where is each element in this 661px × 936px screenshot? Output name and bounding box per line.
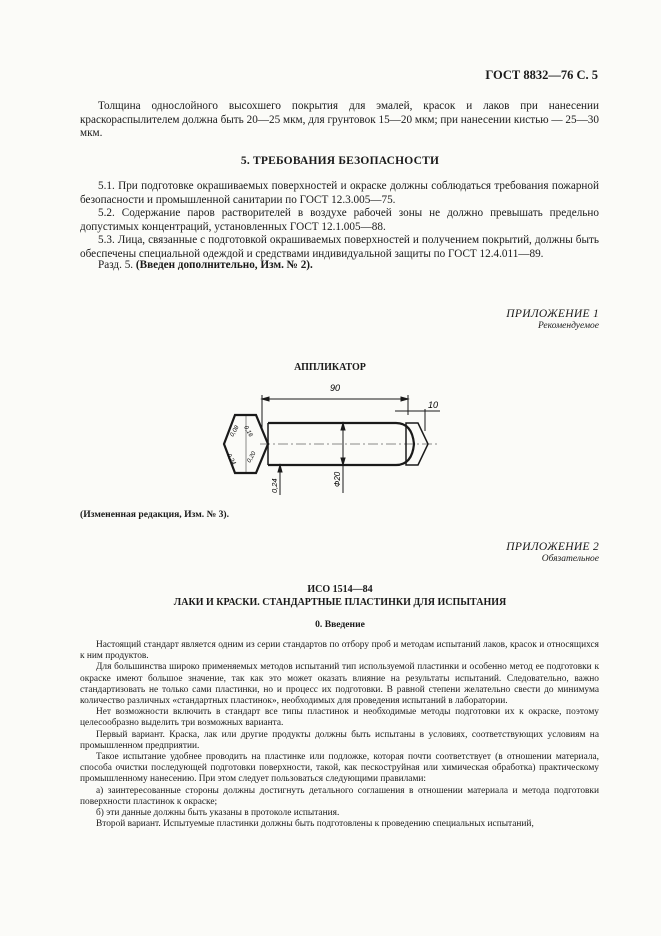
face-label-4: 0,20 [246, 450, 258, 464]
iso-paragraph-4: Первый вариант. Краска, лак или другие продукты должны быть испытаны в условиях, соответствующих условиям на промышленном предприятии. [80, 729, 599, 751]
iso-paragraph-6: Второй вариант. Испытуемые пластинки должны быть подготовлены к проведению специальных испытаний, [96, 819, 534, 830]
page-header-code: ГОСТ 8832—76 С. 5 [485, 68, 598, 82]
appendix-2-subtitle: Обязательное [541, 554, 599, 564]
iso-body [80, 640, 599, 830]
dim-length-label: 90 [329, 383, 341, 393]
figure-title: АППЛИКАТОР [294, 362, 366, 373]
face-label-3: 0,24 [225, 453, 237, 467]
figure-caption: (Измененная редакция, Изм. № 3). [80, 509, 230, 520]
appendix-1-title: ПРИЛОЖЕНИЕ 1 [506, 308, 599, 320]
iso-list-item-a: а) заинтересованные стороны должны достигнуть детального соглашения в отношении материала и метода подготовки поверхности пластинок к окраске; [80, 785, 599, 807]
dim-tip-label: 10 [428, 400, 439, 410]
appendix-2-title: ПРИЛОЖЕНИЕ 2 [506, 541, 599, 553]
iso-paragraph-2: Для большинства широко применяемых методов испытаний тип используемой пластинки и особенно метод ее подготовки к окраске имеют большое значение, так как это может оказать влияние на результаты испытаний. Следовательно, важно стандартизовать не только сами пластинки, но и процесс их подготовки. В равной степени желательно свести до минимума количество различных «стандартных пластинок», необходимых для проведения испытаний в лаборатории. [80, 662, 599, 707]
intro-paragraph: Толщина однослойного высохшего покрытия для эмалей, красок и лаков при нанесении краскораспылителем должна быть 20—25 мкм, для грунтовок 15—20 мкм; при нанесении кистью — 25—30 мкм. [80, 100, 599, 140]
iso-paragraph-5: Такое испытание удобнее проводить на пластинке или подложке, которая почти соответствует (в отношении материала, способа очистки последующей подготовки поверхности, такой, как пескоструйная или химическая обработка) практическому промышленному нанесению. При этом следует пользоваться следующими правилами: [80, 752, 599, 785]
appendix-1-subtitle: Рекомендуемое [537, 321, 599, 331]
iso-paragraph-3: Нет возможности включить в стандарт все типы пластинок и необходимые методы подготовки их к окраске, поэтому целесообразно выделить три возможных варианта. [80, 707, 599, 729]
dim-gap-label: 0,24 [270, 478, 279, 493]
dim-90-arrow-right [401, 397, 408, 401]
appendix-2-heading [400, 541, 599, 564]
section-5-note-bold: (Введен дополнительно, Изм. № 2). [135, 259, 313, 271]
iso-list-item-b: б) эти данные должны быть указаны в протоколе испытания. [96, 808, 340, 819]
appendix-1-heading [400, 308, 599, 331]
iso-subsection: 0. Введение [315, 619, 365, 630]
iso-title: ЛАКИ И КРАСКИ. СТАНДАРТНЫЕ ПЛАСТИНКИ ДЛЯ ИСПЫТАНИЯ [173, 597, 507, 608]
section-5-2: 5.2. Содержание паров растворителей в воздухе рабочей зоны не должно превышать предельно допустимых концентраций, установленных ГОСТ 12.1.005—88. [80, 207, 599, 233]
section-5-1: 5.1. При подготовке окрашиваемых поверхностей и окраске должны соблюдаться требования пожарной безопасности и промышленной санитарии по ГОСТ 12.3.005—75. [80, 180, 599, 206]
iso-code: ИСО 1514—84 [307, 584, 373, 595]
section-5-note [80, 259, 599, 273]
section-5-title: 5. ТРЕБОВАНИЯ БЕЗОПАСНОСТИ [240, 155, 440, 167]
section-5-3: 5.3. Лица, связанные с подготовкой окрашиваемых поверхностей и получением покрытий, должны быть обеспечены специальной одеждой и средствами индивидуальной защиты по ГОСТ 12.4.011—89. [80, 234, 599, 260]
applicator-drawing [200, 375, 460, 505]
iso-paragraph-1: Настоящий стандарт является одним из серии стандартов по отбору проб и методам испытаний лаков, красок и относящихся к ним продуктов. [80, 640, 599, 662]
face-label-1: 0,08 [229, 424, 241, 438]
dim-90-arrow-left [262, 397, 269, 401]
dim-diameter-label: Ф20 [333, 471, 342, 487]
section-5-note-prefix: Разд. 5. [98, 259, 134, 271]
face-label-2: 0,16 [242, 425, 254, 439]
